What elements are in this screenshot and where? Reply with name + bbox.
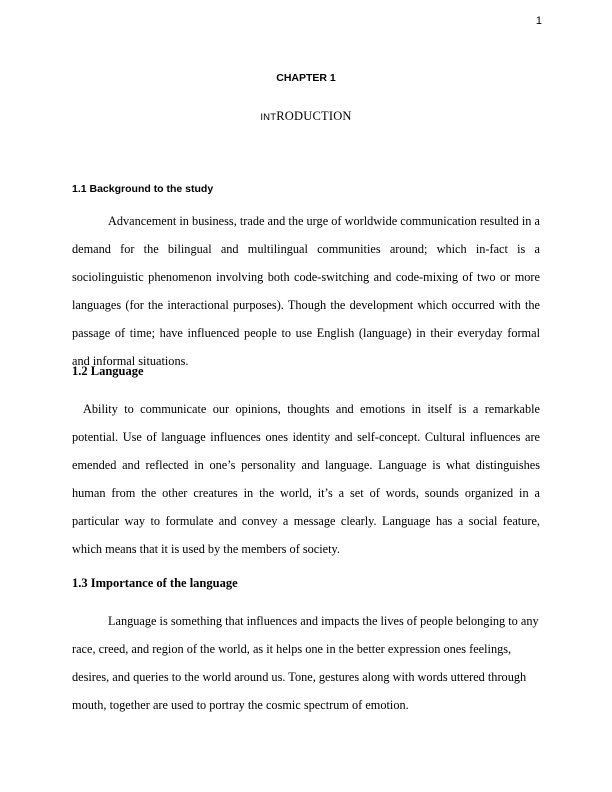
chapter-title — [0, 109, 612, 124]
paragraph-language: Ability to communicate our opinions, thoughts and emotions in itself is a remarkable potential. Use of language influences ones identity and self-concept. Cultural influences are emended and reflected in one’s personality and language. Language is what distinguishes human from the other creatures in the world, it’s a set of words, sounds organized in a particular way to formulate and convey a message clearly. Language has a social feature, which means that it is used by the members of society. — [72, 402, 540, 556]
section-heading-importance: 1.3 Importance of the language — [72, 576, 238, 590]
chapter-title-rest: RODUCTION — [276, 109, 352, 123]
paragraph-importance: Language is something that influences and impacts the lives of people belonging to any race, creed, and region of the world, as it helps one in the better expression ones feelings, desires, and queries to the world around us. Tone, gestures along with words uttered through mouth, together are used to portray the cosmic spectrum of emotion. — [72, 614, 539, 712]
section-heading-background: 1.1 Background to the study — [72, 183, 214, 195]
chapter-label: CHAPTER 1 — [276, 72, 336, 84]
paragraph-background: Advancement in business, trade and the urge of worldwide communication resulted in a demand for the bilingual and multilingual communities around; which in-fact is a sociolinguistic phenomenon involving both code-switching and code-mixing of two or more languages (for the interactional purposes). Though the development which occurred with the passage of time; have influenced people to use English (language) in their everyday formal and informal situations. — [72, 214, 540, 368]
page-number: 1 — [535, 15, 542, 27]
section-heading-language: 1.2 Language — [72, 364, 144, 378]
chapter-title-lead: INT — [260, 112, 277, 123]
